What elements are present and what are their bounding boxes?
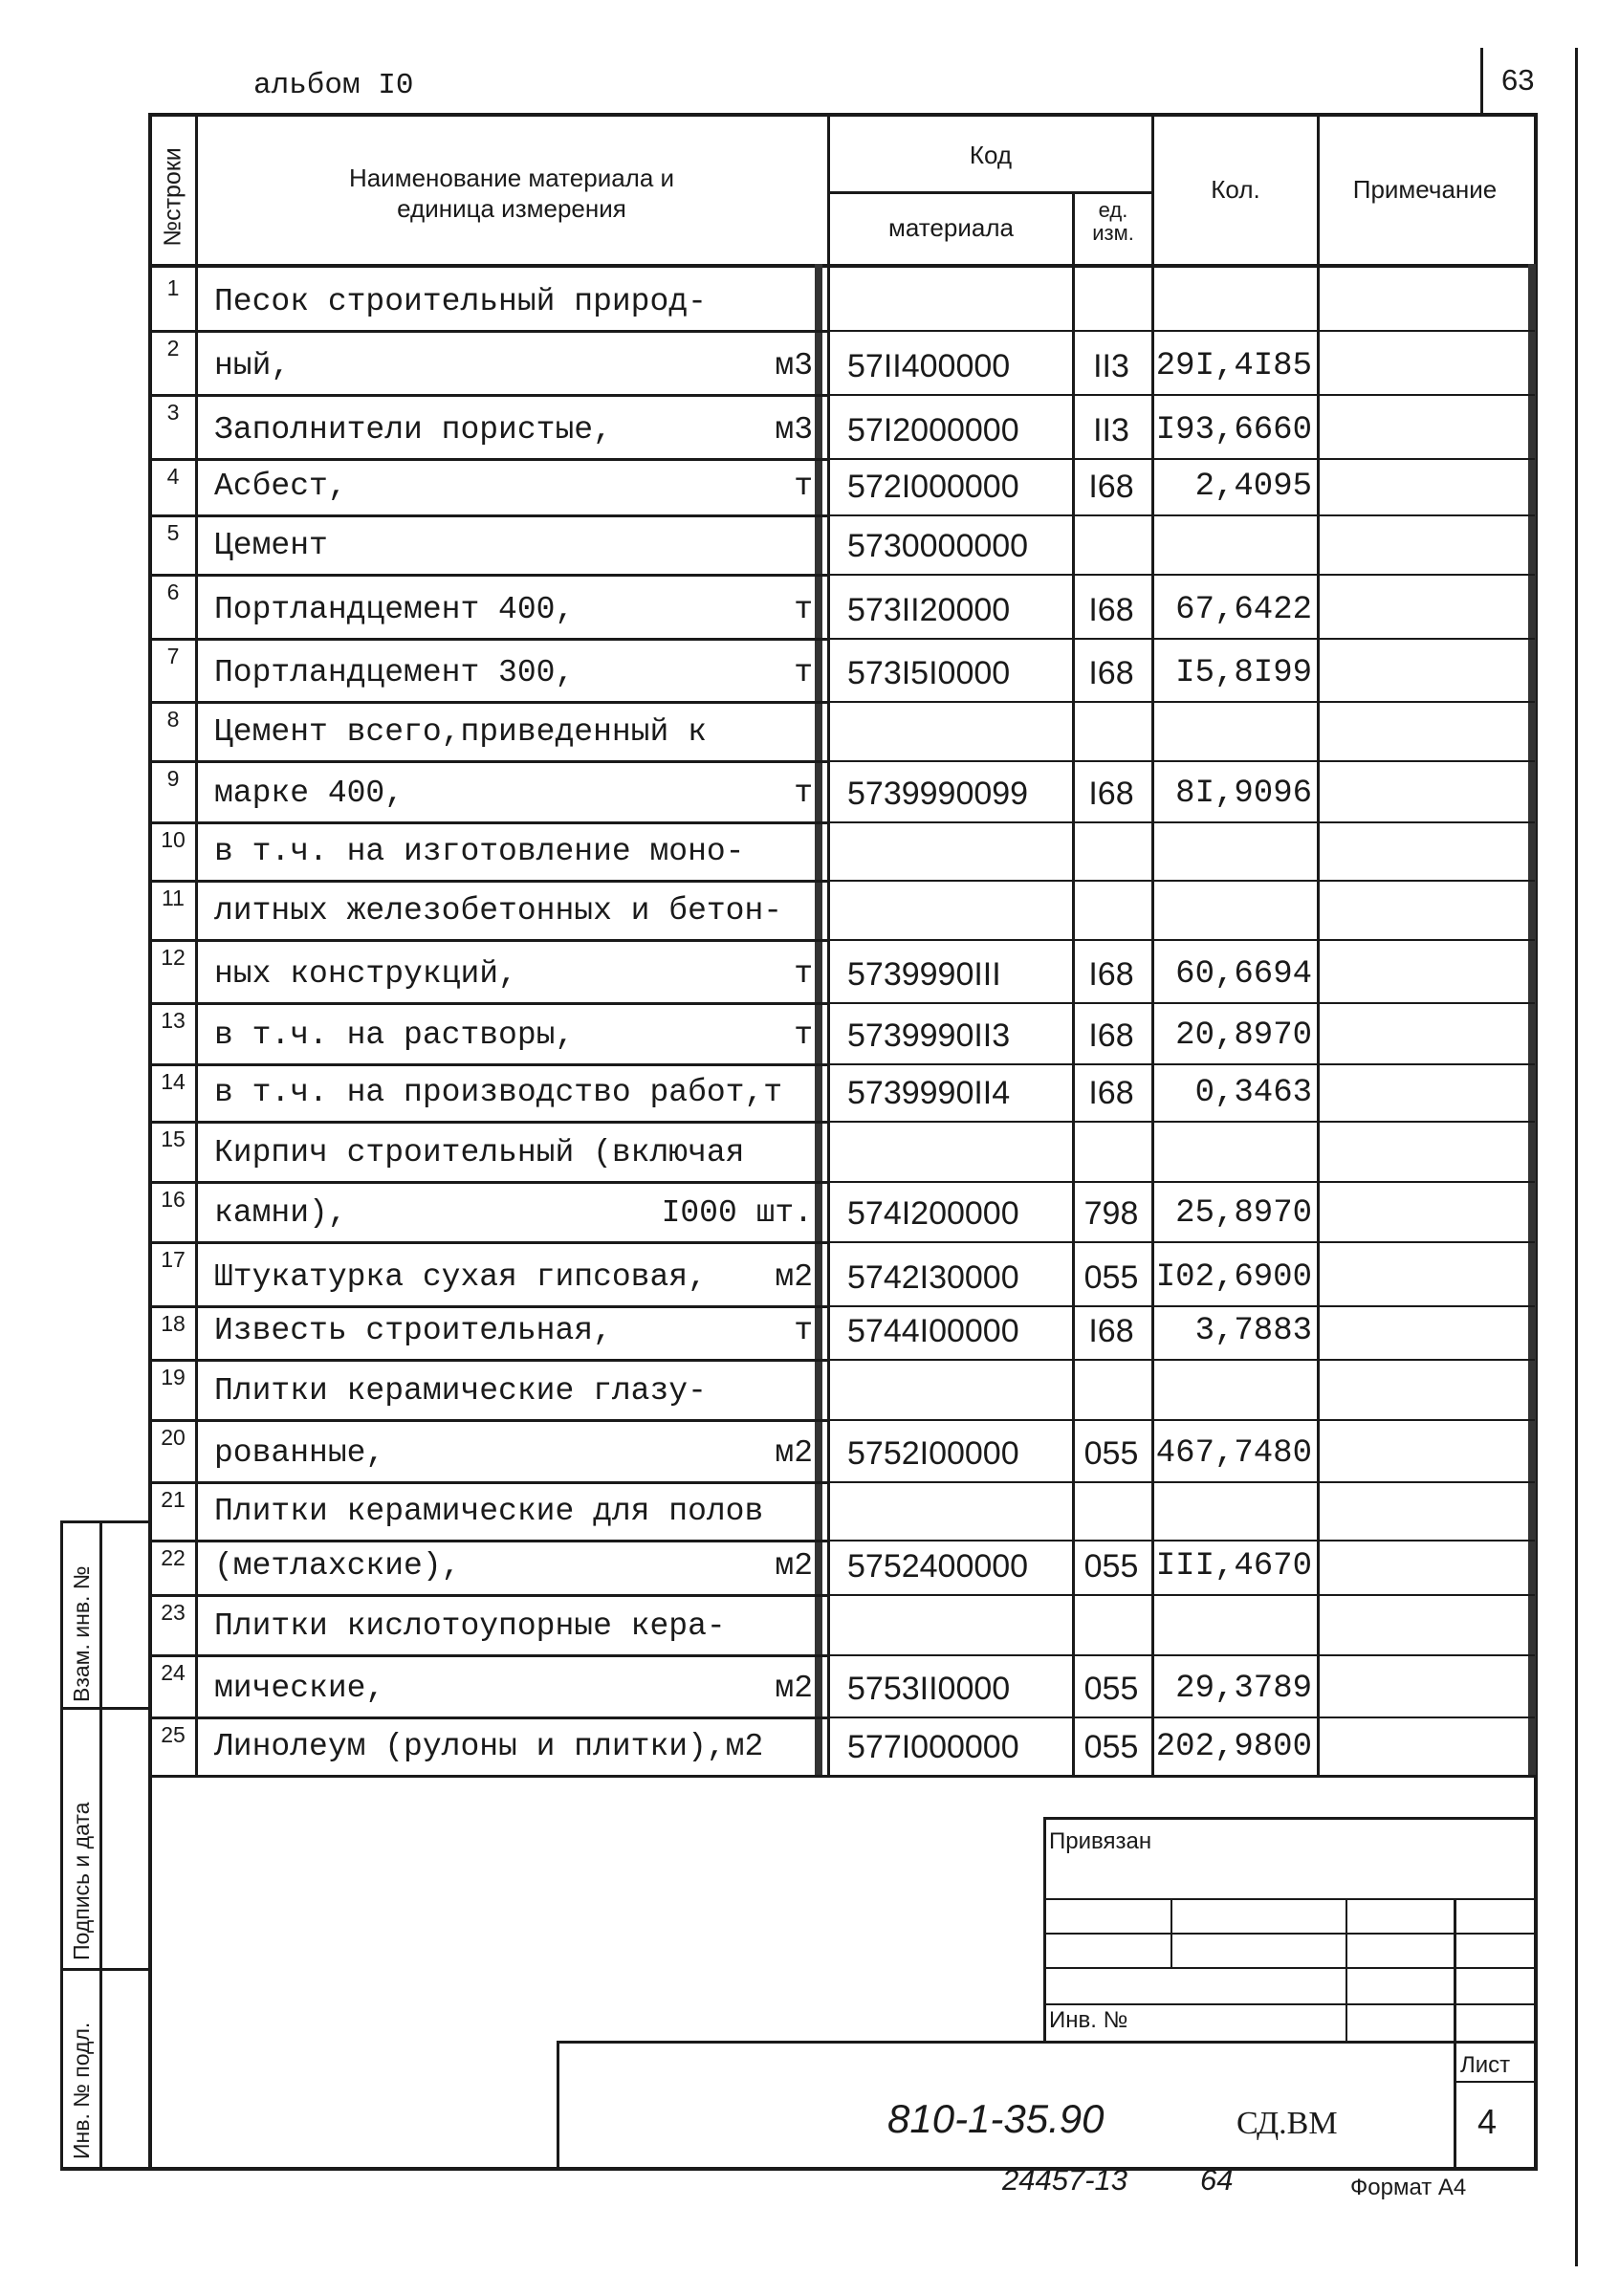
row-divider <box>148 1063 827 1066</box>
material-code: 577I000000 <box>847 1729 1019 1765</box>
material-code: 573I5I0000 <box>847 655 1011 691</box>
title-line <box>148 1775 1537 1778</box>
material-unit: т <box>794 655 813 690</box>
material-name: Кирпич строительный (включая <box>214 1135 745 1170</box>
document-number: 810-1-35.90 <box>887 2096 1105 2141</box>
material-name: Плитки кислотоупорные кера- <box>214 1608 726 1644</box>
page-number: 63 <box>1501 63 1535 97</box>
row-number: 24 <box>161 1660 186 1685</box>
row-divider <box>148 880 827 883</box>
material-unit: м3 <box>775 412 813 448</box>
row-divider <box>827 1717 1535 1718</box>
row-divider <box>148 394 827 397</box>
unit-code: II3 <box>1093 412 1129 448</box>
material-name: марке 400, <box>214 776 405 811</box>
quantity: I5,8I99 <box>1175 655 1312 691</box>
material-name: рованные, <box>214 1435 385 1471</box>
row-number: 25 <box>161 1722 186 1747</box>
row-divider <box>148 821 827 824</box>
row-divider <box>827 1002 1535 1004</box>
material-name: Портландцемент 400, <box>214 592 575 627</box>
row-number: 1 <box>166 275 180 300</box>
frame-line <box>60 2167 1538 2171</box>
row-divider <box>148 1594 827 1597</box>
row-divider <box>827 1241 1535 1243</box>
row-number: 23 <box>161 1600 186 1625</box>
row-number: 6 <box>166 579 180 604</box>
row-number: 4 <box>166 464 180 489</box>
row-number: 15 <box>161 1126 186 1151</box>
row-divider <box>827 1540 1535 1542</box>
material-code: 574I200000 <box>847 1195 1019 1232</box>
quantity: 0,3463 <box>1194 1075 1312 1111</box>
material-name: Штукатурка сухая гипсовая, <box>214 1259 707 1295</box>
row-divider <box>148 1241 827 1244</box>
material-name: Линолеум (рулоны и плитки),м2 <box>214 1729 764 1764</box>
row-divider <box>827 880 1535 882</box>
quantity: 20,8970 <box>1175 1017 1312 1054</box>
material-code: 572I000000 <box>847 469 1019 505</box>
material-name: Цемент <box>214 528 328 563</box>
row-divider <box>148 1654 827 1657</box>
quantity: 3,7883 <box>1194 1313 1312 1349</box>
unit-code: 055 <box>1083 1435 1139 1472</box>
row-number: 8 <box>166 707 180 732</box>
row-divider <box>148 1181 827 1184</box>
row-number: 19 <box>161 1365 186 1389</box>
row-divider <box>148 1419 827 1422</box>
material-name: в т.ч. на изготовление моно- <box>214 834 745 869</box>
unit-code: I68 <box>1088 1075 1134 1111</box>
material-name: Плитки керамические для полов <box>214 1494 764 1529</box>
stamp-line <box>99 1520 102 2171</box>
quantity: 8I,9096 <box>1175 776 1312 812</box>
quantity: 467,7480 <box>1155 1435 1312 1472</box>
material-code: 5739990II3 <box>847 1017 1011 1054</box>
stamp-line <box>60 1707 150 1710</box>
row-divider <box>148 574 827 577</box>
material-code: 5744I00000 <box>847 1313 1019 1349</box>
quantity: I93,6660 <box>1155 412 1312 448</box>
row-divider <box>148 330 827 333</box>
row-divider <box>827 1305 1535 1307</box>
frame-line <box>1480 48 1483 113</box>
row-number: 13 <box>161 1008 186 1033</box>
material-unit: м2 <box>775 1671 813 1706</box>
material-name: Известь строительная, <box>214 1313 612 1348</box>
header-code-unit: ед. изм. <box>1092 198 1134 245</box>
title-line <box>1043 1933 1537 1935</box>
material-name: мические, <box>214 1671 385 1706</box>
material-name: Цемент всего,приведенный к <box>214 714 707 750</box>
row-divider <box>148 1481 827 1484</box>
title-line <box>1043 1967 1537 1969</box>
frame-line <box>148 113 1537 117</box>
title-line <box>1043 1898 1537 1900</box>
row-divider <box>148 1359 827 1362</box>
frame-line <box>1575 48 1578 2266</box>
row-divider <box>827 458 1535 460</box>
title-line <box>557 2041 1537 2044</box>
row-number: 2 <box>166 336 180 361</box>
title-line <box>1454 1898 1456 2171</box>
material-unit: I000 шт. <box>661 1195 813 1231</box>
row-divider <box>827 701 1535 703</box>
album-label: альбом I0 <box>253 69 414 102</box>
row-divider <box>148 701 827 704</box>
row-number: 3 <box>166 400 180 425</box>
material-code: 5742I30000 <box>847 1259 1019 1296</box>
material-name: литных железобетонных и бетон- <box>214 893 783 929</box>
material-unit: т <box>794 776 813 811</box>
row-divider <box>827 1063 1535 1065</box>
material-name: (метлахские), <box>214 1548 461 1584</box>
row-divider <box>148 1002 827 1005</box>
material-unit: т <box>794 1017 813 1053</box>
row-divider <box>148 1540 827 1542</box>
material-code: 5752I00000 <box>847 1435 1019 1472</box>
row-divider <box>148 939 827 942</box>
row-number: 7 <box>166 644 180 668</box>
material-name: Портландцемент 300, <box>214 655 575 690</box>
material-name: Плитки керамические глазу- <box>214 1373 707 1409</box>
row-divider <box>827 1121 1535 1123</box>
row-divider <box>827 939 1535 941</box>
quantity: I02,6900 <box>1155 1259 1312 1296</box>
privyazan-label: Привязан <box>1049 1828 1152 1854</box>
material-code: 5752400000 <box>847 1548 1029 1585</box>
stamp-line <box>60 1968 150 1971</box>
row-divider <box>827 330 1535 332</box>
document-code: СД.ВМ <box>1236 2106 1338 2141</box>
unit-code: 055 <box>1083 1671 1139 1707</box>
title-line <box>1043 2003 1537 2005</box>
row-divider <box>827 1481 1535 1483</box>
material-unit: т <box>794 592 813 627</box>
unit-code: I68 <box>1088 1017 1134 1054</box>
row-divider <box>148 638 827 641</box>
unit-code: I68 <box>1088 776 1134 812</box>
material-name: в т.ч. на растворы, <box>214 1017 575 1053</box>
row-divider <box>827 574 1535 576</box>
row-number: 10 <box>161 827 186 852</box>
stamp-vzam-label: Взам. инв. № <box>69 1565 94 1702</box>
row-number: 5 <box>166 520 180 545</box>
material-name: ный, <box>214 348 291 383</box>
material-code: 5753II0000 <box>847 1671 1011 1707</box>
row-divider <box>827 821 1535 823</box>
stamp-line <box>60 1520 63 2171</box>
archive-number: 24457-13 <box>1002 2163 1128 2197</box>
header-sub-line <box>827 191 1152 194</box>
unit-code: I68 <box>1088 469 1134 505</box>
material-code: 57I2000000 <box>847 412 1019 448</box>
material-unit: т <box>794 1313 813 1348</box>
unit-code: 055 <box>1083 1729 1139 1765</box>
column-line <box>827 113 830 1777</box>
row-divider <box>827 1359 1535 1361</box>
row-divider <box>827 1419 1535 1421</box>
material-name: камни), <box>214 1195 347 1231</box>
unit-code: II3 <box>1093 348 1129 384</box>
material-code: 57II400000 <box>847 348 1011 384</box>
column-line <box>1317 113 1320 1777</box>
title-line <box>557 2041 559 2170</box>
row-number: 14 <box>161 1069 186 1094</box>
unit-code: 798 <box>1083 1195 1139 1232</box>
row-number: 18 <box>161 1311 186 1336</box>
row-divider <box>148 1121 827 1124</box>
row-number: 12 <box>161 945 186 970</box>
row-divider <box>827 514 1535 516</box>
material-name: Песок строительный природ- <box>214 284 707 319</box>
row-divider <box>827 760 1535 762</box>
row-divider <box>827 1654 1535 1656</box>
row-divider <box>827 1594 1535 1596</box>
row-divider <box>148 514 827 517</box>
sheet-number: 4 <box>1477 2102 1498 2141</box>
row-number: 22 <box>161 1545 186 1570</box>
row-divider <box>148 1305 827 1308</box>
row-divider <box>148 458 827 461</box>
material-unit: м3 <box>775 348 813 383</box>
row-number: 16 <box>161 1187 186 1212</box>
row-number: 9 <box>166 766 180 791</box>
quantity: 67,6422 <box>1175 592 1312 628</box>
material-name: ных конструкций, <box>214 956 517 992</box>
archive-page: 64 <box>1200 2163 1234 2197</box>
quantity: 2,4095 <box>1194 469 1312 505</box>
material-unit: м2 <box>775 1548 813 1584</box>
stamp-inv-podl-label: Инв. № подл. <box>69 2022 94 2159</box>
header-qty: Кол. <box>1211 175 1260 204</box>
unit-code: I68 <box>1088 956 1134 993</box>
quantity: 202,9800 <box>1155 1729 1312 1765</box>
material-unit: т <box>794 469 813 504</box>
column-line <box>195 113 198 1777</box>
unit-code: I68 <box>1088 592 1134 628</box>
row-divider <box>827 638 1535 640</box>
header-row-number: №строки <box>159 147 186 247</box>
material-name: Асбест, <box>214 469 347 504</box>
material-code: 573II20000 <box>847 592 1011 628</box>
material-code: 5730000000 <box>847 528 1029 564</box>
thick-border <box>815 264 822 1775</box>
quantity: 29I,4I85 <box>1155 348 1312 384</box>
unit-code: I68 <box>1088 655 1134 691</box>
material-code: 5739990099 <box>847 776 1029 812</box>
sheet-label: Лист <box>1460 2052 1511 2078</box>
title-line <box>1346 1898 1347 2042</box>
unit-code: 055 <box>1083 1548 1139 1585</box>
unit-code: I68 <box>1088 1313 1134 1349</box>
unit-code: 055 <box>1083 1259 1139 1296</box>
title-line <box>1170 1898 1172 1967</box>
row-divider <box>148 1717 827 1719</box>
row-number: 17 <box>161 1247 186 1272</box>
material-unit: м2 <box>775 1259 813 1295</box>
title-line <box>1043 1817 1046 2042</box>
row-number: 11 <box>162 886 185 910</box>
material-name: в т.ч. на производство работ,т <box>214 1075 783 1110</box>
row-divider <box>827 394 1535 396</box>
format-label: Формат А4 <box>1350 2175 1467 2200</box>
thick-border <box>1528 264 1536 1775</box>
inv-no-label: Инв. № <box>1049 2007 1128 2033</box>
title-line <box>1454 2081 1537 2083</box>
quantity: 29,3789 <box>1175 1671 1312 1707</box>
quantity: 60,6694 <box>1175 956 1312 993</box>
material-unit: т <box>794 956 813 992</box>
row-divider <box>148 760 827 763</box>
material-code: 5739990II4 <box>847 1075 1011 1111</box>
row-number: 20 <box>161 1425 186 1450</box>
stamp-podpis-label: Подпись и дата <box>69 1802 94 1960</box>
material-unit: м2 <box>775 1435 813 1471</box>
quantity: 25,8970 <box>1175 1195 1312 1232</box>
quantity: III,4670 <box>1155 1548 1312 1585</box>
header-name: Наименование материала и единица измерения <box>348 164 675 223</box>
title-line <box>1043 1817 1537 1820</box>
header-code-material: материала <box>888 213 1014 242</box>
row-number: 21 <box>161 1487 186 1512</box>
header-note: Примечание <box>1352 175 1498 204</box>
row-divider <box>827 1181 1535 1183</box>
header-bottom-line <box>148 264 1537 268</box>
material-code: 5739990III <box>847 956 1001 993</box>
stamp-line <box>60 1520 150 1523</box>
header-code: Код <box>969 141 1013 169</box>
material-name: Заполнители пористые, <box>214 412 612 448</box>
